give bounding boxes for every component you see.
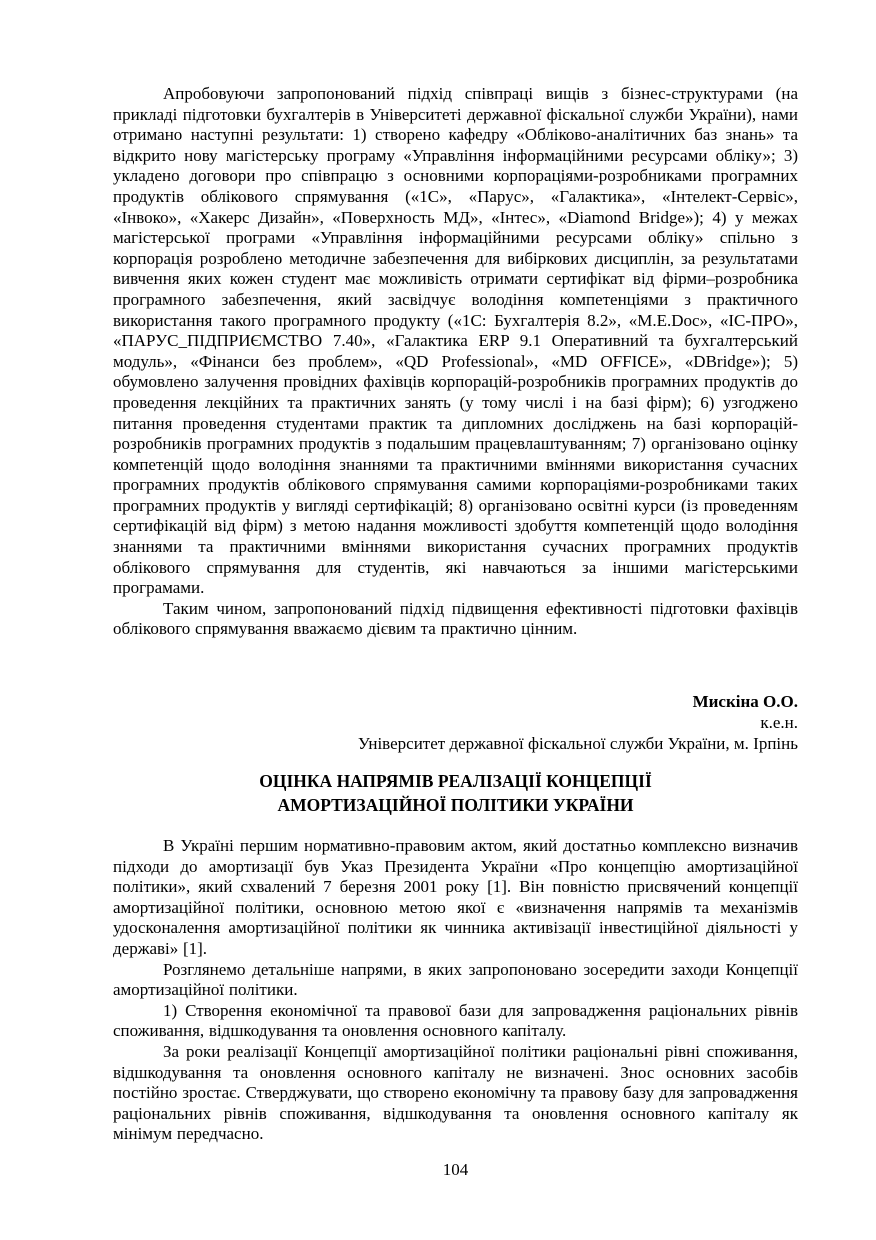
article-body (113, 836, 798, 1145)
article-paragraph-3: 1) Створення економічної та правової бази для запровадження раціональних рівнів споживання, відшкодування та оновлення основного капіталу. (113, 1000, 798, 1041)
page-number: 104 (442, 1160, 469, 1179)
author-degree: к.е.н. (760, 712, 798, 732)
intro-paragraph-1: Апробовуючи запропонований підхід співпраці вищів з бізнес-структурами (на прикладі підготовки бухгалтерів в Університеті державної фіскальної служби України), нами отримано наступні результати: 1) створено кафедру «Обліково-аналітичних баз знань» та відкрито нову магістерську програму «Управління інформаційними ресурсами обліку»; 3) укладено договори про співпрацю з основними корпораціями-розробниками програмних продуктів облікового спрямування («1С», «Парус», «Галактика», «Інтелект-Сервіс», «Інвоко», «Хакерс Дизайн», «Поверхность МД», «Інтес», «Diamond Bridge»); 4) у межах магістерської програми «Управління інформаційними ресурсами обліку» спільно з корпорація розроблено методичне забезпечення для вибіркових дисциплін, за результатами вивчення яких кожен студент має можливість отримати сертифікат від фірми–розробника програмного забезпечення, який засвідчує володіння компетенціями з практичного використання такого програмного продукту («1С: Бухгалтерія 8.2», «M.E.Doc», «ІС-ПРО», «ПАРУС_ПІДПРИЄМСТВО 7.40», «Галактика ERP 9.1 Оперативний та бухгалтерський модуль», «Фінанси без проблем», «QD Professional», «MD OFFICE», «DBridge»); 5) обумовлено залучення провідних фахівців корпорацій-розробників програмних продуктів до проведення лекційних та практичних занять (у тому числі і на базі фірм); 6) узгоджено питання проведення студентами практик та дипломних досліджень на базі корпорацій-розробників програмних продуктів з подальшим працевлаштуванням; 7) організовано оцінку компетенцій щодо володіння знаннями та практичними вміннями використання сучасних програмних продуктів облікового спрямування самими корпораціями-розробниками таких програмних продуктів у вигляді сертифікацій; 8) організовано освітні курси (із проведенням сертифікацій від фірм) з метою надання можливості здобуття компетенцій щодо володіння знаннями та практичними вміннями використання сучасних програмних продуктів облікового спрямування для студентів, які навчаються за іншими магістерськими програмами. (113, 84, 798, 598)
article-title-line-1: ОЦІНКА НАПРЯМІВ РЕАЛІЗАЦІЇ КОНЦЕПЦІЇ (259, 771, 652, 791)
intro-paragraph-2: Таким чином, запропонований підхід підвищення ефективності підготовки фахівців облікового спрямування вважаємо дієвим та практично цінним. (113, 598, 798, 639)
author-name: Мискіна О.О. (692, 692, 798, 711)
article-title (113, 769, 798, 817)
article-paragraph-1: В Україні першим нормативно-правовим актом, який достатньо комплексно визначив підходи до амортизації був Указ Президента України «Про концепцію амортизаційної політики», який схвалений 7 березня 2001 року [1]. Він повністю присвячений концепції амортизаційної політики, основною метою якої є «визначення напрямів та механізмів удосконалення амортизаційної політики як чинника активізації інвестиційної діяльності у державі» [1]. (113, 836, 798, 958)
article-paragraph-2: Розглянемо детальніше напрями, в яких запропоновано зосередити заходи Концепції амортизаційної політики. (113, 959, 798, 1000)
author-affiliation: Університет державної фіскальної служби України, м. Ірпінь (357, 733, 798, 753)
author-block (113, 692, 798, 754)
intro-section (113, 84, 798, 640)
article-title-line-2: АМОРТИЗАЦІЙНОЇ ПОЛІТИКИ УКРАЇНИ (277, 795, 634, 815)
article-paragraph-4: За роки реалізації Концепції амортизаційної політики раціональні рівні споживання, відшкодування та оновлення основного капіталу не визначені. Знос основних засобів постійно зростає. Стверджувати, що створено економічну та правову базу для запровадження раціональних рівнів споживання, відшкодування та оновлення основного капіталу як мінімум передчасно. (113, 1041, 798, 1144)
